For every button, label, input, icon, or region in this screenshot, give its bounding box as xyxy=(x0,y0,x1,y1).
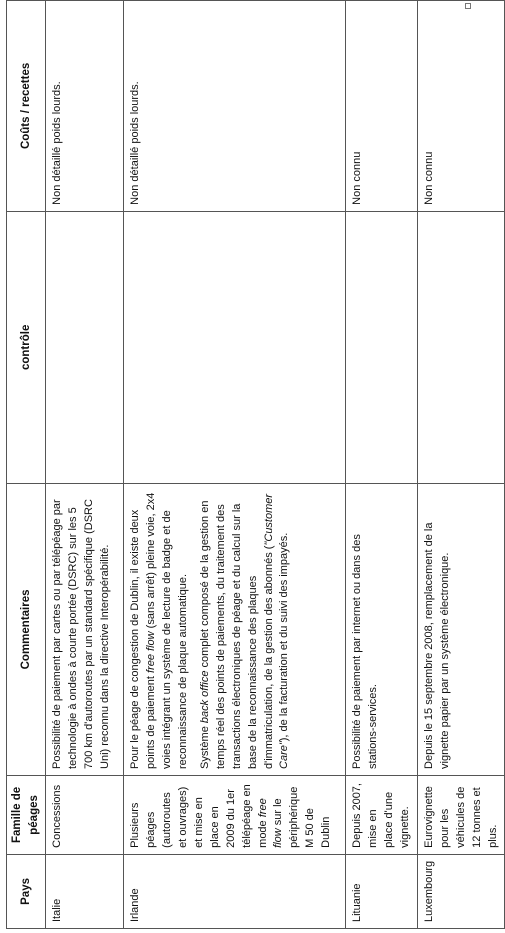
header-famille: Famille de péages xyxy=(7,775,46,854)
comment-paragraph: Pour le péage de congestion de Dublin, il existe deux points de paiement free flow (sans arrêt) pleine voie, 2x4 voies intégrant un système de lecture de badge et de reconnaissance de plaque automatique. xyxy=(129,492,189,769)
cell-couts: Non détaillé poids lourds. xyxy=(46,1,124,212)
cell-commentaires xyxy=(46,483,124,775)
table-row xyxy=(346,1,418,929)
cell-famille: Concessions xyxy=(46,775,124,854)
cell-commentaires xyxy=(124,483,346,775)
cell-controle xyxy=(417,211,505,483)
cell-commentaires xyxy=(346,483,418,775)
header-pays: Pays xyxy=(7,854,46,928)
comment-paragraph: Possibilité de paiement par cartes ou par télépéage par technologie à ondes à courte portée (DSRC) sur les 5 700 km d'autoroutes par un standard spécifique (DSRC Uni) reconnu dans la directive Interopérabilité. xyxy=(51,499,111,769)
table-row xyxy=(124,1,346,929)
table-row xyxy=(46,1,124,929)
comment-paragraph: Depuis le 15 septembre 2008, remplacement de la vignette papier par un système électronique. xyxy=(422,522,451,769)
comment-paragraph: Possibilité de paiement par internet ou dans des stations-services. xyxy=(351,534,379,769)
cell-couts: Non détaillé poids lourds. xyxy=(124,1,346,212)
cell-controle xyxy=(346,211,418,483)
cell-pays: Lituanie xyxy=(346,854,418,928)
cell-pays: Irlande xyxy=(124,854,346,928)
table-row xyxy=(417,1,505,929)
cell-controle xyxy=(124,211,346,483)
cell-famille: Depuis 2007, mise en place d'une vignette. xyxy=(346,775,418,854)
header-commentaires: Commentaires xyxy=(7,483,46,775)
tolls-table xyxy=(6,0,505,929)
cell-pays: Italie xyxy=(46,854,124,928)
cell-famille: Plusieurs péages (autoroutes et ouvrages) et mise en place en 2009 du 1er télépéage en mode free flow sur le périphérique M 50 de Dublin xyxy=(124,775,346,854)
header-controle: contrôle xyxy=(7,211,46,483)
cell-couts: Non connu xyxy=(346,1,418,212)
cell-pays: Luxembourg xyxy=(417,854,505,928)
cell-couts: Non connu xyxy=(417,1,505,212)
header-row xyxy=(7,1,46,929)
header-couts: Coûts / recettes xyxy=(7,1,46,212)
cell-famille: Eurovignette pour les véhicules de 12 tonnes et plus. xyxy=(417,775,505,854)
comment-paragraph: Système back office complet composé de la gestion en temps réel des points de paiements, du traitement des transactions électroniques de péage et du calcul sur la base de la reconnaissance des plaques d'immatriculation, de la gestion des abonnés ("Customer Care"), de la facturation et du suivi des impayés. xyxy=(198,493,291,769)
cell-controle xyxy=(46,211,124,483)
cell-commentaires xyxy=(417,483,505,775)
